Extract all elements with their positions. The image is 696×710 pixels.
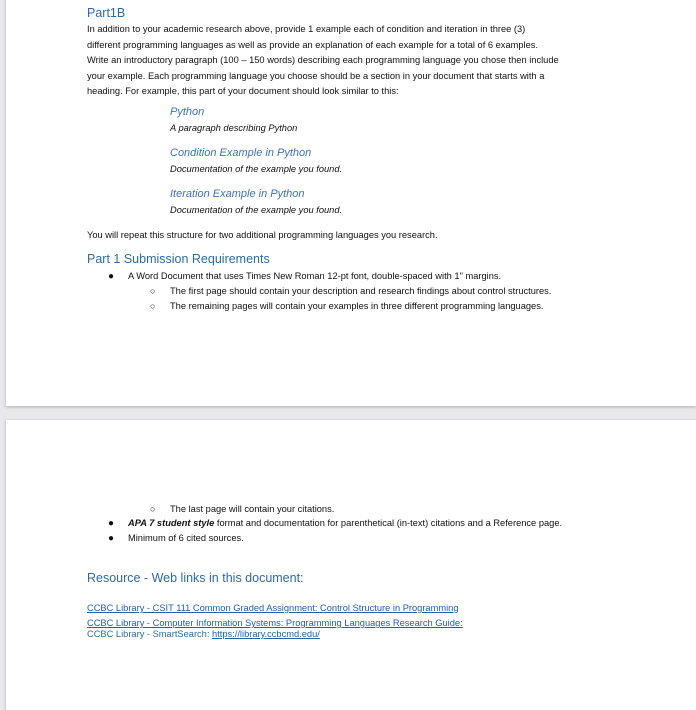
- bullet-circle-icon: ○: [150, 301, 156, 311]
- document-page-1: [6, 0, 696, 406]
- smartsearch-row: [87, 627, 320, 643]
- intro-line: your example. Each programming language you choose should be a section in your document that starts with a: [87, 70, 545, 81]
- example-heading: Python: [170, 106, 205, 118]
- example-block: [170, 105, 297, 135]
- apa-style-label: APA 7 student style: [128, 518, 215, 528]
- csit-assignment-link[interactable]: CCBC Library - CSIT 111 Common Graded Assignment: Control Structure in Programming: [87, 603, 459, 613]
- resource-heading: Resource - Web links in this document:: [87, 571, 304, 585]
- requirements-heading: Part 1 Submission Requirements: [87, 252, 270, 266]
- intro-line: different programming languages as well as provide an explanation of each example for a total of 6 examples.: [87, 39, 538, 50]
- intro-line: In addition to your academic research above, provide 1 example each of condition and iteration in three (3): [87, 24, 526, 34]
- part-title: Part1B: [87, 6, 126, 20]
- intro-paragraph: [87, 22, 687, 100]
- requirement-item: A Word Document that uses Times New Roman 12-pt font, double-spaced with 1" margins.: [128, 271, 502, 281]
- bullet-circle-icon: ○: [150, 504, 156, 514]
- sub-requirement-item: The first page should contain your description and research findings about control structures.: [170, 286, 552, 296]
- example-heading: Condition Example in Python: [170, 147, 312, 159]
- sub-requirement-item: The remaining pages will contain your examples in three different programming languages.: [170, 301, 544, 311]
- bullet-disc-icon: ●: [108, 533, 115, 544]
- example-description: Documentation of the example you found.: [170, 205, 343, 215]
- smartsearch-label: CCBC Library - SmartSearch:: [87, 629, 213, 639]
- bullet-disc-icon: ●: [108, 518, 115, 529]
- example-block: [170, 187, 342, 217]
- sub-requirement-item: The last page will contain your citations.: [170, 504, 335, 514]
- smartsearch-link[interactable]: https://library.ccbcmd.edu/: [212, 629, 320, 639]
- bullet-circle-icon: ○: [150, 286, 156, 296]
- example-description: A paragraph describing Python: [170, 123, 298, 133]
- document-page-2: [6, 420, 696, 710]
- example-description: Documentation of the example you found.: [170, 164, 343, 174]
- bullet-disc-icon: ●: [108, 271, 115, 282]
- example-heading: Iteration Example in Python: [170, 188, 305, 200]
- intro-line: Write an introductory paragraph (100 – 150 words) describing each programming language you chose then include: [87, 55, 559, 66]
- research-guide-link[interactable]: CCBC Library - Computer Information Systems: Programming Languages Research Guide:: [87, 618, 463, 628]
- repeat-note: You will repeat this structure for two additional programming languages you research.: [87, 230, 438, 240]
- requirement-item: Minimum of 6 cited sources.: [128, 533, 244, 543]
- apa-description: format and documentation for parenthetical (in-text) citations and a Reference page.: [214, 518, 563, 528]
- example-block: [170, 146, 342, 176]
- intro-line: heading. For example, this part of your document should look similar to this:: [87, 86, 399, 97]
- requirement-item: [128, 516, 562, 532]
